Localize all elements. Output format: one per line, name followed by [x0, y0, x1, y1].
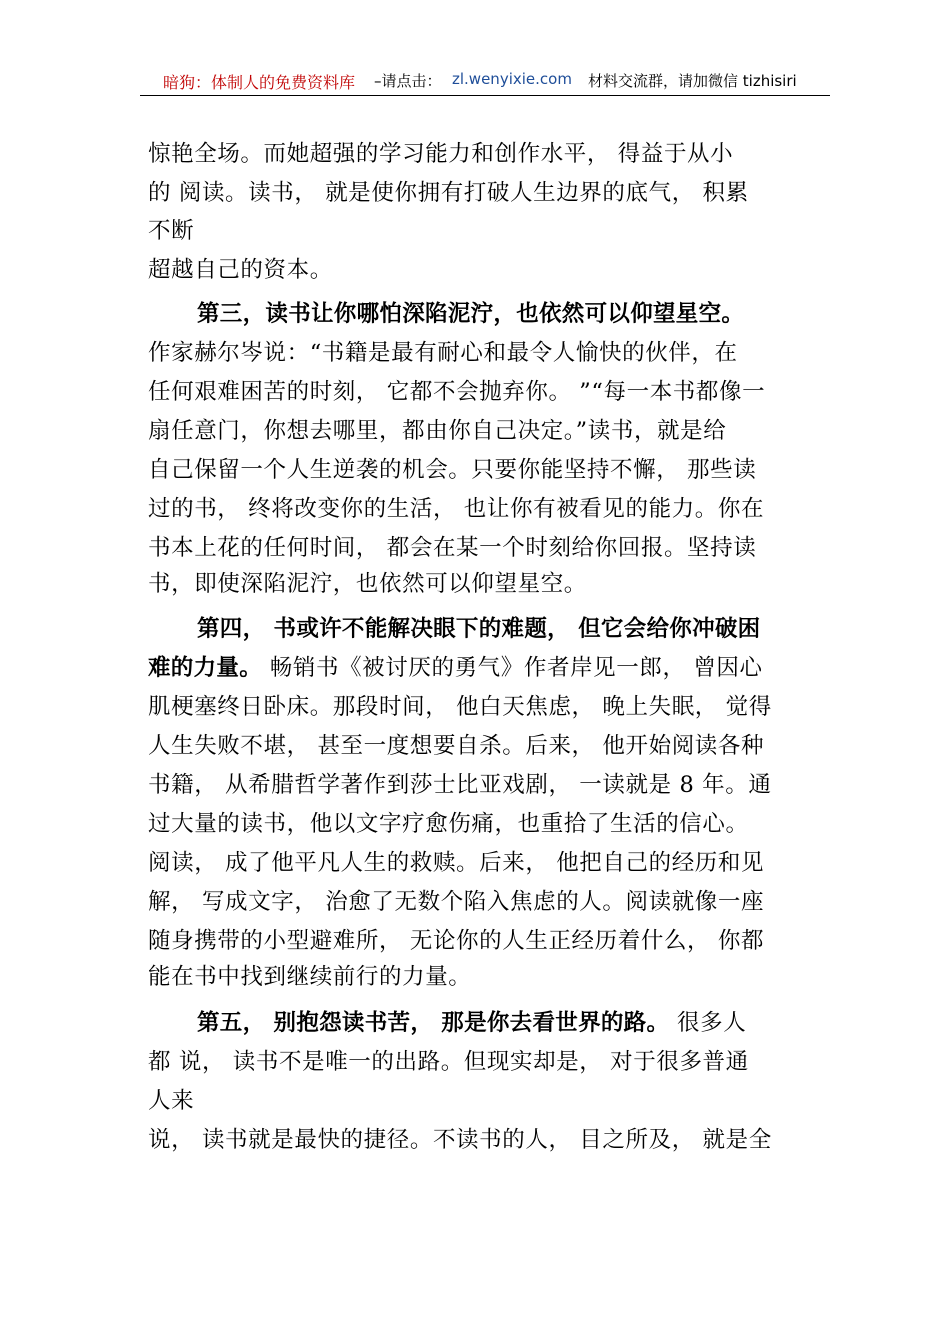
header-link[interactable]: zl.wenyixie.com	[452, 70, 572, 88]
text-line: 书本上花的任何时间， 都会在某一个时刻给你回报。坚持读	[148, 535, 757, 561]
text-line: 不断	[148, 218, 195, 244]
text-line: 都 说， 读书不是唯一的出路。但现实却是， 对于很多普通	[148, 1049, 749, 1075]
text-line: 书籍， 从希腊哲学著作到莎士比亚戏剧， 一读就是 8 年。通	[148, 772, 772, 798]
text-line: 过的书， 终将改变你的生活， 也让你有被看见的能力。你在	[148, 496, 765, 522]
heading-text: 难的力量。	[148, 655, 263, 681]
heading-text: 第四， 书或许不能解决眼下的难题， 但它会给你冲破困	[197, 616, 761, 642]
section-heading-3	[197, 299, 744, 329]
text-line: 的 阅读。读书， 就是使你拥有打破人生边界的底气， 积累	[148, 180, 749, 206]
text-span: 畅销书《被讨厌的勇气》作者岸见一郎， 曾因心	[262, 655, 763, 681]
text-line: 扇任意门，你想去哪里，都由你自己决定。”读书，就是给	[148, 418, 727, 444]
text-line: 说， 读书就是最快的捷径。不读书的人， 目之所及， 就是全	[148, 1127, 772, 1153]
header-divider	[140, 95, 830, 96]
text-line: 超越自己的资本。	[148, 257, 333, 283]
text-line: 人来	[148, 1088, 195, 1114]
section-heading-5	[197, 1008, 746, 1038]
text-line: 能在书中找到继续前行的力量。	[148, 964, 472, 990]
page-header	[0, 70, 950, 94]
text-line: 肌梗塞终日卧床。那段时间， 他白天焦虑， 晚上失眠， 觉得	[148, 694, 772, 720]
text-line: 书，即使深陷泥泞，也依然可以仰望星空。	[148, 571, 587, 597]
header-brand: 暗狗：体制人的免费资料库	[163, 73, 356, 92]
text-line: 作家赫尔岑说：“书籍是最有耐心和最令人愉快的伙伴，在	[148, 340, 738, 366]
text-line: 过大量的读书，他以文字疗愈伤痛，也重拾了生活的信心。	[148, 811, 749, 837]
heading-text: 第三，读书让你哪怕深陷泥泞，也依然可以仰望星空。	[197, 301, 745, 327]
header-contact: 材料交流群，请加微信 tizhisiri	[588, 72, 797, 90]
text-line: 随身携带的小型避难所， 无论你的人生正经历着什么， 你都	[148, 928, 765, 954]
text-line: 人生失败不堪， 甚至一度想要自杀。后来， 他开始阅读各种	[148, 733, 765, 759]
text-line: 惊艳全场。而她超强的学习能力和创作水平， 得益于从小	[148, 141, 734, 167]
text-span: 很多人	[669, 1010, 747, 1036]
text-line: 解， 写成文字， 治愈了无数个陷入焦虑的人。阅读就像一座	[148, 889, 765, 915]
header-prompt: –请点击：	[374, 72, 442, 90]
text-line: 任何艰难困苦的时刻， 它都不会抛弃你。 ”“每一本书都像一	[148, 379, 766, 405]
heading-text: 第五， 别抱怨读书苦， 那是你去看世界的路。	[197, 1010, 670, 1036]
section-heading-4	[197, 614, 760, 644]
text-line: 阅读， 成了他平凡人生的救赎。后来， 他把自己的经历和见	[148, 850, 765, 876]
text-line	[148, 653, 763, 683]
text-line: 自己保留一个人生逆袭的机会。只要你能坚持不懈， 那些读	[148, 457, 757, 483]
